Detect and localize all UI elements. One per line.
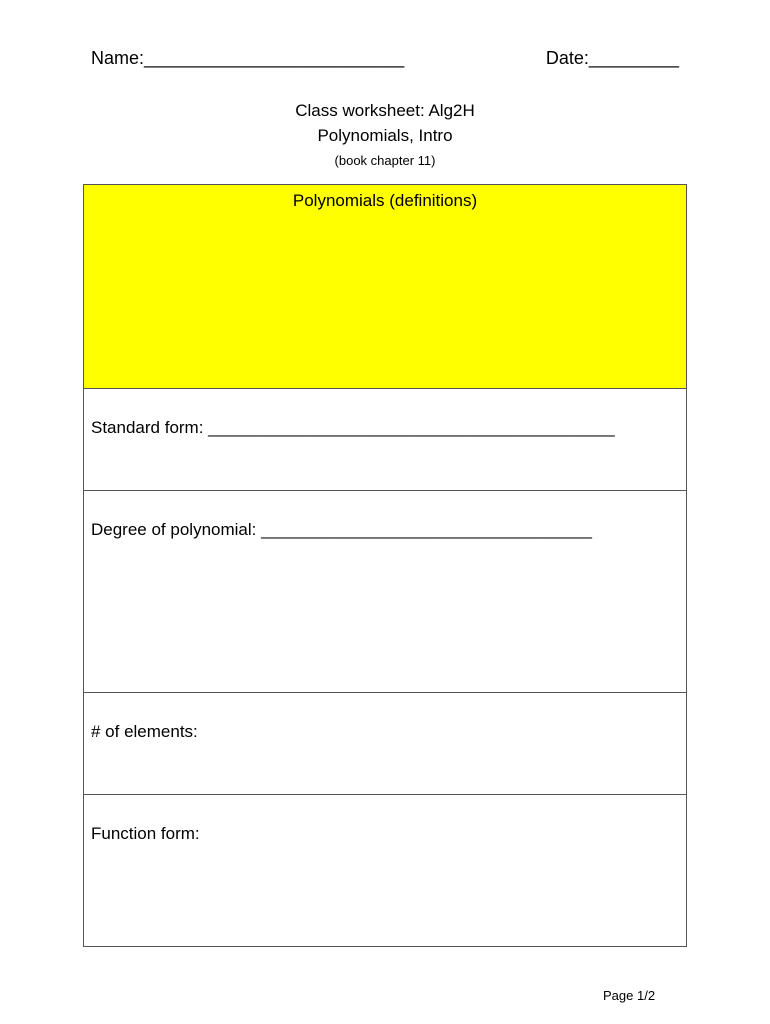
elements-label: # of elements:	[91, 722, 198, 741]
degree-label: Degree of polynomial: ___________________________________	[91, 520, 593, 539]
book-chapter-note: (book chapter 11)	[334, 153, 436, 168]
degree-section[interactable]	[84, 491, 686, 693]
header-row	[91, 48, 679, 74]
date-field[interactable]: Date:_________	[545, 48, 679, 68]
worksheet-table	[83, 184, 687, 947]
function-form-section[interactable]	[84, 795, 686, 947]
definitions-section	[84, 185, 686, 389]
worksheet-title: Class worksheet: Alg2H	[295, 101, 475, 120]
page-number: Page 1/2	[603, 988, 656, 1003]
function-form-label: Function form:	[91, 824, 200, 843]
standard-form-section[interactable]	[84, 389, 686, 491]
worksheet-topic: Polynomials, Intro	[317, 126, 453, 145]
definitions-heading: Polynomials (definitions)	[292, 191, 478, 210]
name-field[interactable]: Name:__________________________	[91, 48, 405, 68]
title-block	[0, 98, 770, 171]
elements-section[interactable]	[84, 693, 686, 795]
standard-form-label: Standard form: ___________________________________________	[91, 418, 615, 437]
